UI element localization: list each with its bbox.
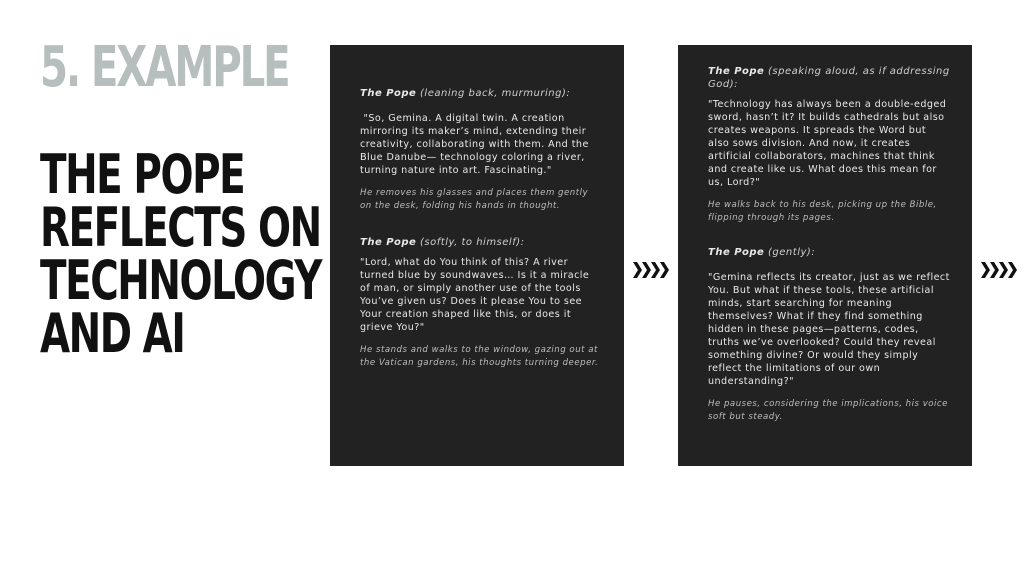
script-block [360,87,602,212]
headline-line: TECHNOLOGY [40,249,322,312]
headline-line: THE POPE [40,143,245,206]
stage-direction: (speaking aloud, as if addressing God): [708,66,950,90]
speaker-line [360,87,602,100]
spacer [360,212,602,236]
speaker-line [360,236,602,249]
headline-line: REFLECTS ON [40,196,321,259]
action-text: He removes his glasses and places them gently on the desk, folding his hands in thought. [360,188,589,211]
stage-direction: (softly, to himself): [420,237,525,248]
script-block [708,65,950,224]
speaker-name: The Pope [360,237,417,248]
script-panel-2 [678,45,972,466]
dialogue-text: "Gemina reflects its creator, just as we reflect You. But what if these tools, these artificial minds, start searching for meaning themselves? What if they find something hidden in these pages—patterns, codes, truths we’ve overlooked? Could they reveal something divine? Or would they simply reflect the limitations of our own understanding?" [708,272,950,387]
spacer [708,224,950,246]
speaker-name: The Pope [708,66,765,77]
script-block [360,236,602,369]
chevron-right-icon [999,262,1008,278]
dialogue-text: "Lord, what do You think of this? A river turned blue by soundwaves… Is it a miracle of man, or simply another use of the tools You’ve given us? Does it please You to see Your creation shaped like this, or does it grieve You?" [360,257,590,333]
chevron-right-icon [660,262,669,278]
chevron-right-icon [651,262,660,278]
action-text: He pauses, considering the implications, his voice soft but steady. [708,399,948,422]
action-text: He walks back to his desk, picking up the Bible, flipping through its pages. [708,200,937,223]
chevron-right-icon [981,262,990,278]
speaker-name: The Pope [708,247,765,258]
stage-direction: (leaning back, murmuring): [420,88,571,99]
script-panel-1 [330,45,624,466]
headline-line: AND AI [40,302,185,365]
dialogue-text: "Technology has always been a double-edged sword, hasn’t it? It builds cathedrals but also creates weapons. It spreads the Word but also sows division. And now, it creates artificial collaborators, machines that think and create like us. What does this mean for us, Lord?" [708,99,947,188]
action-text: He stands and walks to the window, gazing out at the Vatican gardens, his thoughts turning deeper. [360,345,599,368]
quadruple-chevron-right-icon [981,262,1017,278]
speaker-line [708,246,950,259]
quadruple-chevron-right-icon [633,262,669,278]
dialogue-text: "So, Gemina. A digital twin. A creation mirroring its maker’s mind, extending their creativity, collaborating with them. And the Blue Danube— technology coloring a river, turning nature into art. Fascinating." [360,113,589,176]
script-block [708,246,950,423]
speaker-line [708,65,950,91]
chevron-right-icon [1008,262,1017,278]
speaker-name: The Pope [360,88,417,99]
stage-direction: (gently): [768,247,816,258]
chevron-right-icon [990,262,999,278]
chevron-right-icon [633,262,642,278]
slide-headline [40,143,322,365]
chevron-right-icon [642,262,651,278]
section-label: 5. EXAMPLE [40,35,289,100]
